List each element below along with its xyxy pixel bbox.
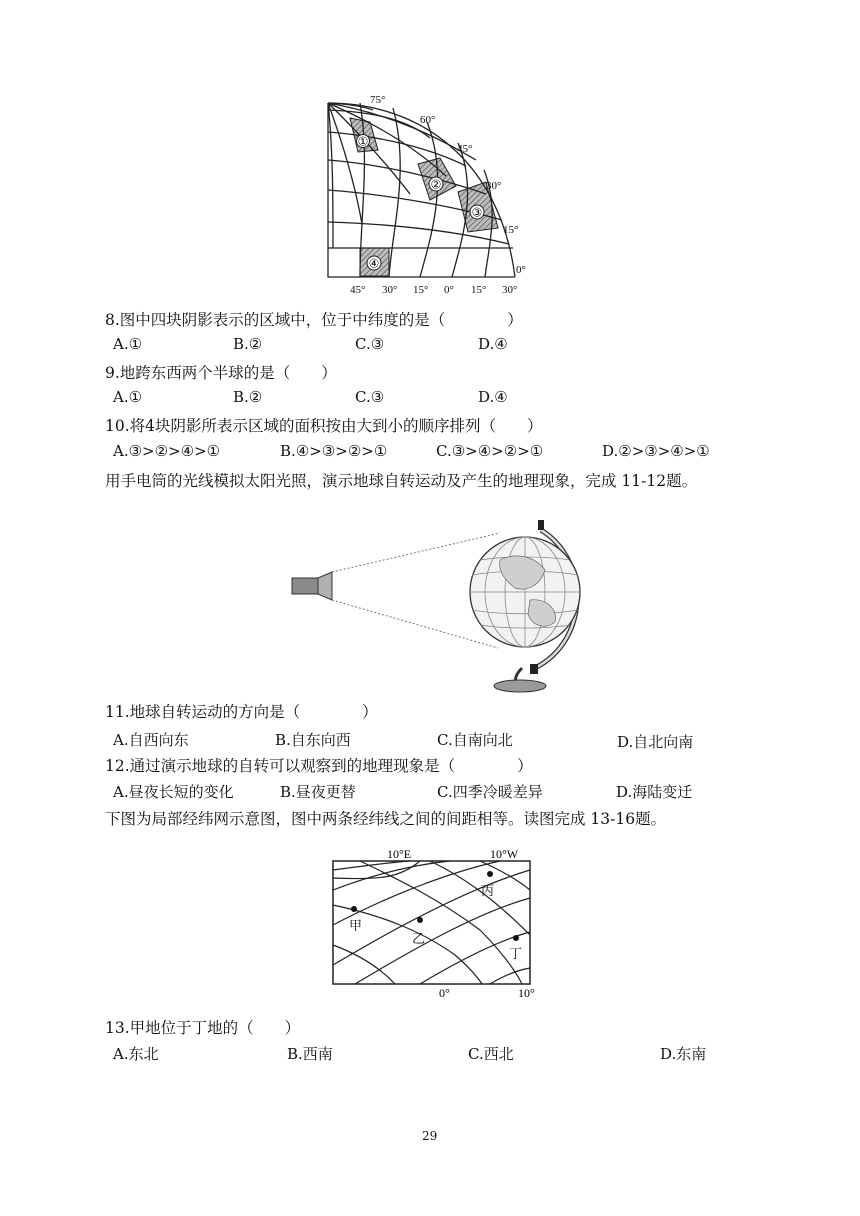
q11-option-b: B.自东向西 bbox=[275, 731, 351, 749]
shaded-regions bbox=[350, 118, 498, 276]
q11-option-c: C.自南向北 bbox=[437, 731, 513, 749]
local-graticule-figure bbox=[325, 842, 550, 1004]
bottom-label-0: 0° bbox=[439, 986, 450, 1000]
question-11: 11.地球自转运动的方向是（ ） bbox=[105, 703, 378, 721]
region-marker-3: ③ bbox=[471, 205, 483, 220]
q9-option-c: C.③ bbox=[355, 388, 385, 406]
q10-option-a: A.③>②>④>① bbox=[113, 442, 221, 460]
top-label-10e: 10°E bbox=[387, 847, 412, 861]
lat-label-0: 0° bbox=[516, 264, 526, 276]
q8-option-c: C.③ bbox=[355, 335, 385, 353]
question-9: 9.地跨东西两个半球的是（ ） bbox=[105, 364, 337, 382]
lat-label-15: 15° bbox=[503, 224, 519, 236]
q12-option-d: D.海陆变迁 bbox=[616, 783, 693, 801]
flashlight-globe-figure bbox=[285, 510, 595, 695]
intro-11-12: 用手电筒的光线模拟太阳光照，演示地球自转运动及产生的地理现象，完成 11-12题。 bbox=[105, 472, 698, 490]
lon-label-0: 0° bbox=[444, 284, 454, 296]
question-10: 10.将4块阴影所表示区域的面积按由大到小的顺序排列（ ） bbox=[105, 417, 543, 435]
q12-option-b: B.昼夜更替 bbox=[280, 783, 356, 801]
point-bing bbox=[487, 871, 493, 877]
label-yi: 乙 bbox=[412, 931, 426, 946]
label-jia: 甲 bbox=[349, 918, 363, 933]
q8-option-b: B.② bbox=[233, 335, 263, 353]
lat-label-60: 60° bbox=[420, 114, 436, 126]
q11-option-d: D.自北向南 bbox=[617, 733, 694, 751]
q11-option-a: A.自西向东 bbox=[113, 731, 189, 749]
q9-option-a: A.① bbox=[113, 388, 143, 406]
lon-label-30w: 30° bbox=[382, 284, 398, 296]
q13-option-c: C.西北 bbox=[468, 1045, 514, 1063]
q9-option-b: B.② bbox=[233, 388, 263, 406]
q12-option-a: A.昼夜长短的变化 bbox=[113, 783, 234, 801]
lon-label-30e: 30° bbox=[502, 284, 518, 296]
question-8: 8.图中四块阴影表示的区域中，位于中纬度的是（ ） bbox=[105, 311, 523, 329]
q8-option-a: A.① bbox=[113, 335, 143, 353]
lat-label-30: 30° bbox=[486, 180, 502, 192]
lat-label-45: 45° bbox=[457, 143, 473, 155]
region-marker-1: ① bbox=[357, 134, 369, 149]
page-number: 29 bbox=[422, 1129, 438, 1143]
q10-option-b: B.④>③>②>① bbox=[280, 442, 388, 460]
flashlight-icon bbox=[292, 572, 332, 600]
point-jia bbox=[351, 906, 357, 912]
point-yi bbox=[417, 917, 423, 923]
q10-option-d: D.②>③>④>① bbox=[602, 442, 710, 460]
lat-label-75: 75° bbox=[370, 94, 386, 106]
point-ding bbox=[513, 935, 519, 941]
q10-option-c: C.③>④>②>① bbox=[436, 442, 544, 460]
intro-13-16: 下图为局部经纬网示意图，图中两条经纬线之间的间距相等。读图完成 13-16题。 bbox=[105, 810, 667, 828]
q8-option-d: D.④ bbox=[478, 335, 508, 353]
region-marker-4: ④ bbox=[368, 256, 380, 271]
bottom-label-10: 10° bbox=[518, 986, 535, 1000]
lon-label-15e: 15° bbox=[471, 284, 487, 296]
region-marker-2: ② bbox=[430, 177, 442, 192]
question-12: 12.通过演示地球的自转可以观察到的地理现象是（ ） bbox=[105, 757, 533, 775]
globe-icon bbox=[470, 520, 580, 692]
question-13: 13.甲地位于丁地的（ ） bbox=[105, 1019, 301, 1037]
top-label-10w: 10°W bbox=[490, 847, 519, 861]
q9-option-d: D.④ bbox=[478, 388, 508, 406]
label-ding: 丁 bbox=[509, 946, 523, 961]
lon-label-45: 45° bbox=[350, 284, 366, 296]
q13-option-a: A.东北 bbox=[113, 1045, 159, 1063]
q13-option-b: B.西南 bbox=[287, 1045, 333, 1063]
label-bing: 丙 bbox=[481, 883, 495, 898]
lon-label-15w: 15° bbox=[413, 284, 429, 296]
q12-option-c: C.四季冷暖差异 bbox=[437, 783, 543, 801]
longitude-labels bbox=[350, 284, 517, 296]
q13-option-d: D.东南 bbox=[660, 1045, 707, 1063]
graticule-figure bbox=[320, 88, 530, 300]
